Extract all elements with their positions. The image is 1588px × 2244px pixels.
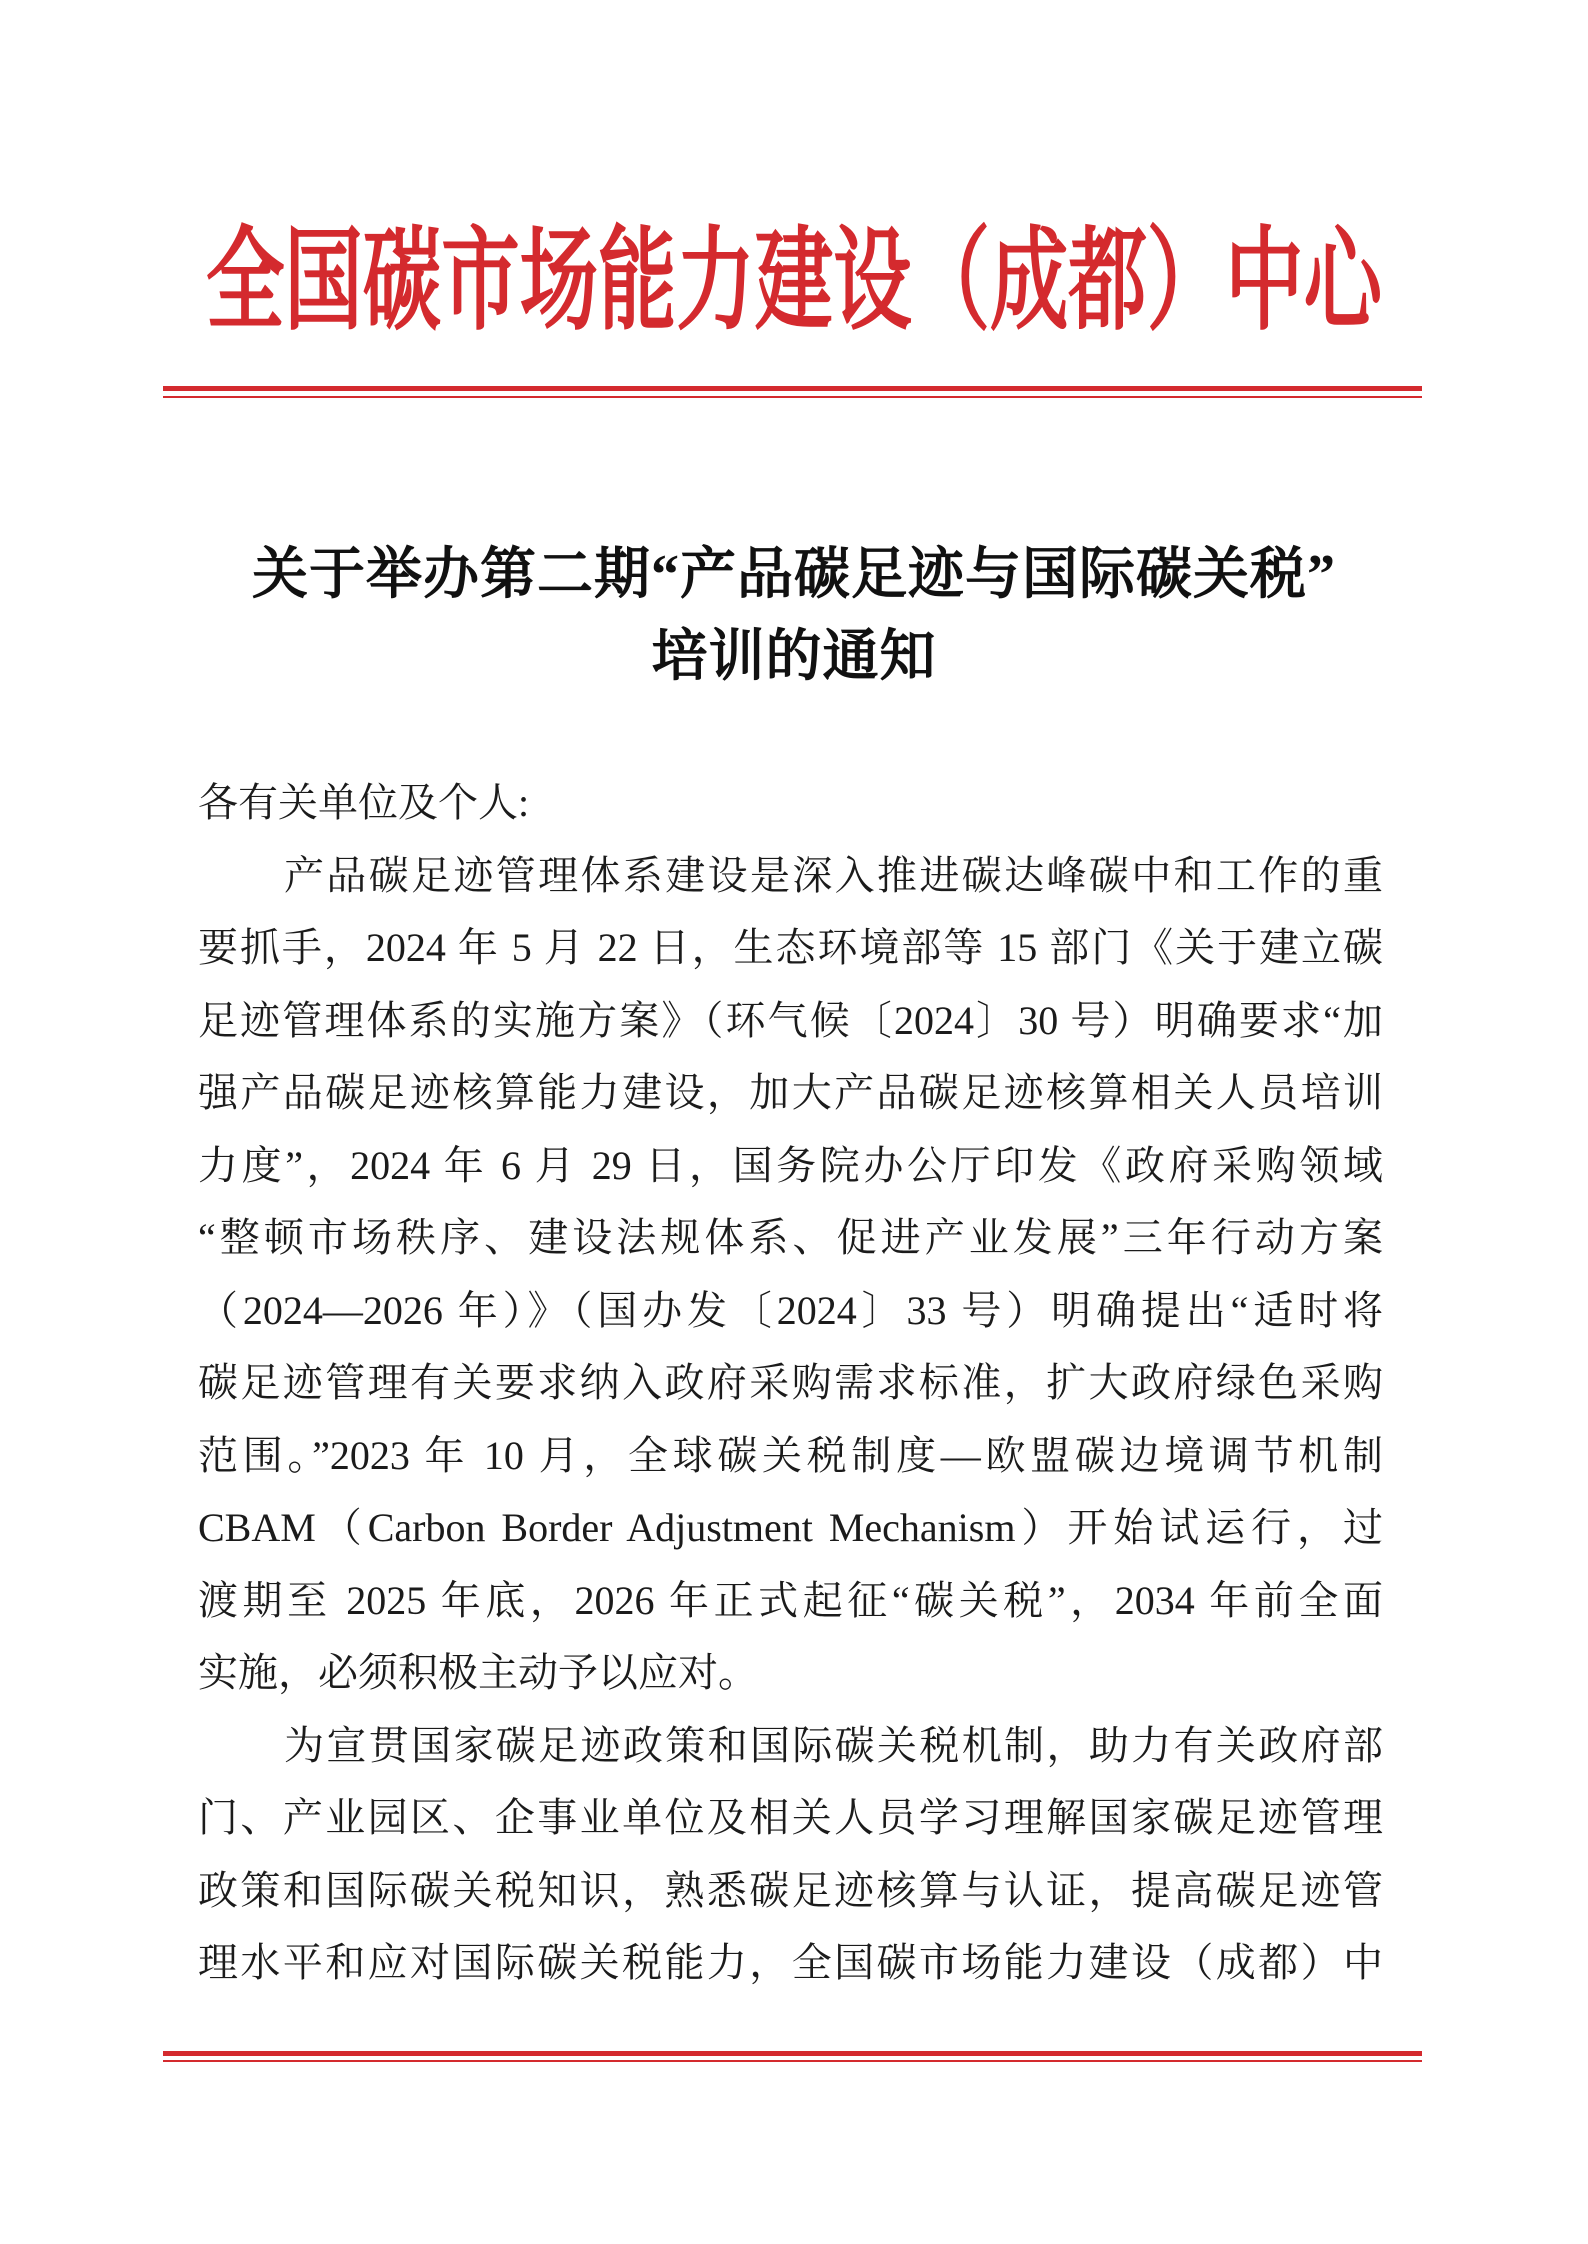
body-paragraph-2 (198, 1710, 1383, 2000)
notice-body (198, 767, 1383, 2000)
notice-title-line-2: 培训的通知 (651, 626, 937, 688)
letterhead-org-name: 全国碳市场能力建设（成都）中心 (206, 215, 1382, 346)
body-line: 为宣贯国家碳足迹政策和国际碳关税机制，助力有关政府部 (284, 1722, 1383, 1768)
body-line: “整顿市场秩序、建设法规体系、促进产业发展”三年行动方案 (198, 1215, 1383, 1260)
body-line: 实施，必须积极主动予以应对。 (198, 1650, 758, 1695)
salutation: 各有关单位及个人: (198, 780, 530, 825)
letterhead-rule-top-thin (163, 396, 1422, 398)
body-line: （2024—2026 年）》（国办发〔2024〕33 号）明确提出“适时将 (198, 1287, 1383, 1333)
body-line: 理水平和应对国际碳关税能力，全国碳市场能力建设（成都）中 (198, 1940, 1383, 1985)
body-line: 足迹管理体系的实施方案》（环气候〔2024〕30 号）明确要求“加 (198, 997, 1383, 1043)
body-line: 范围。”2023 年 10 月，全球碳关税制度—欧盟碳边境调节机制 (198, 1432, 1383, 1478)
notice-title-line-1: 关于举办第二期“产品碳足迹与国际碳关税” (252, 544, 1336, 606)
body-line: CBAM（Carbon Border Adjustment Mechanism）开始试运行，过 (198, 1505, 1383, 1550)
body-line: 政策和国际碳关税知识，熟悉碳足迹核算与认证，提高碳足迹管 (198, 1867, 1383, 1913)
footer-rule-thick (163, 2051, 1422, 2056)
body-line: 力度”，2024 年 6 月 29 日，国务院办公厅印发《政府采购领域 (198, 1142, 1383, 1188)
footer-rule-thin (163, 2060, 1422, 2062)
body-line: 强产品碳足迹核算能力建设，加大产品碳足迹核算相关人员培训 (198, 1070, 1383, 1115)
body-line: 碳足迹管理有关要求纳入政府采购需求标准，扩大政府绿色采购 (198, 1360, 1383, 1405)
body-paragraph-1 (198, 840, 1383, 1710)
body-line: 渡期至 2025 年底，2026 年正式起征“碳关税”，2034 年前全面 (198, 1577, 1383, 1623)
body-line: 要抓手，2024 年 5 月 22 日，生态环境部等 15 部门《关于建立碳 (198, 925, 1383, 970)
letterhead-rule-top-thick (163, 386, 1422, 391)
body-line: 门、产业园区、企事业单位及相关人员学习理解国家碳足迹管理 (198, 1795, 1383, 1840)
body-line: 产品碳足迹管理体系建设是深入推进碳达峰碳中和工作的重 (284, 852, 1383, 898)
